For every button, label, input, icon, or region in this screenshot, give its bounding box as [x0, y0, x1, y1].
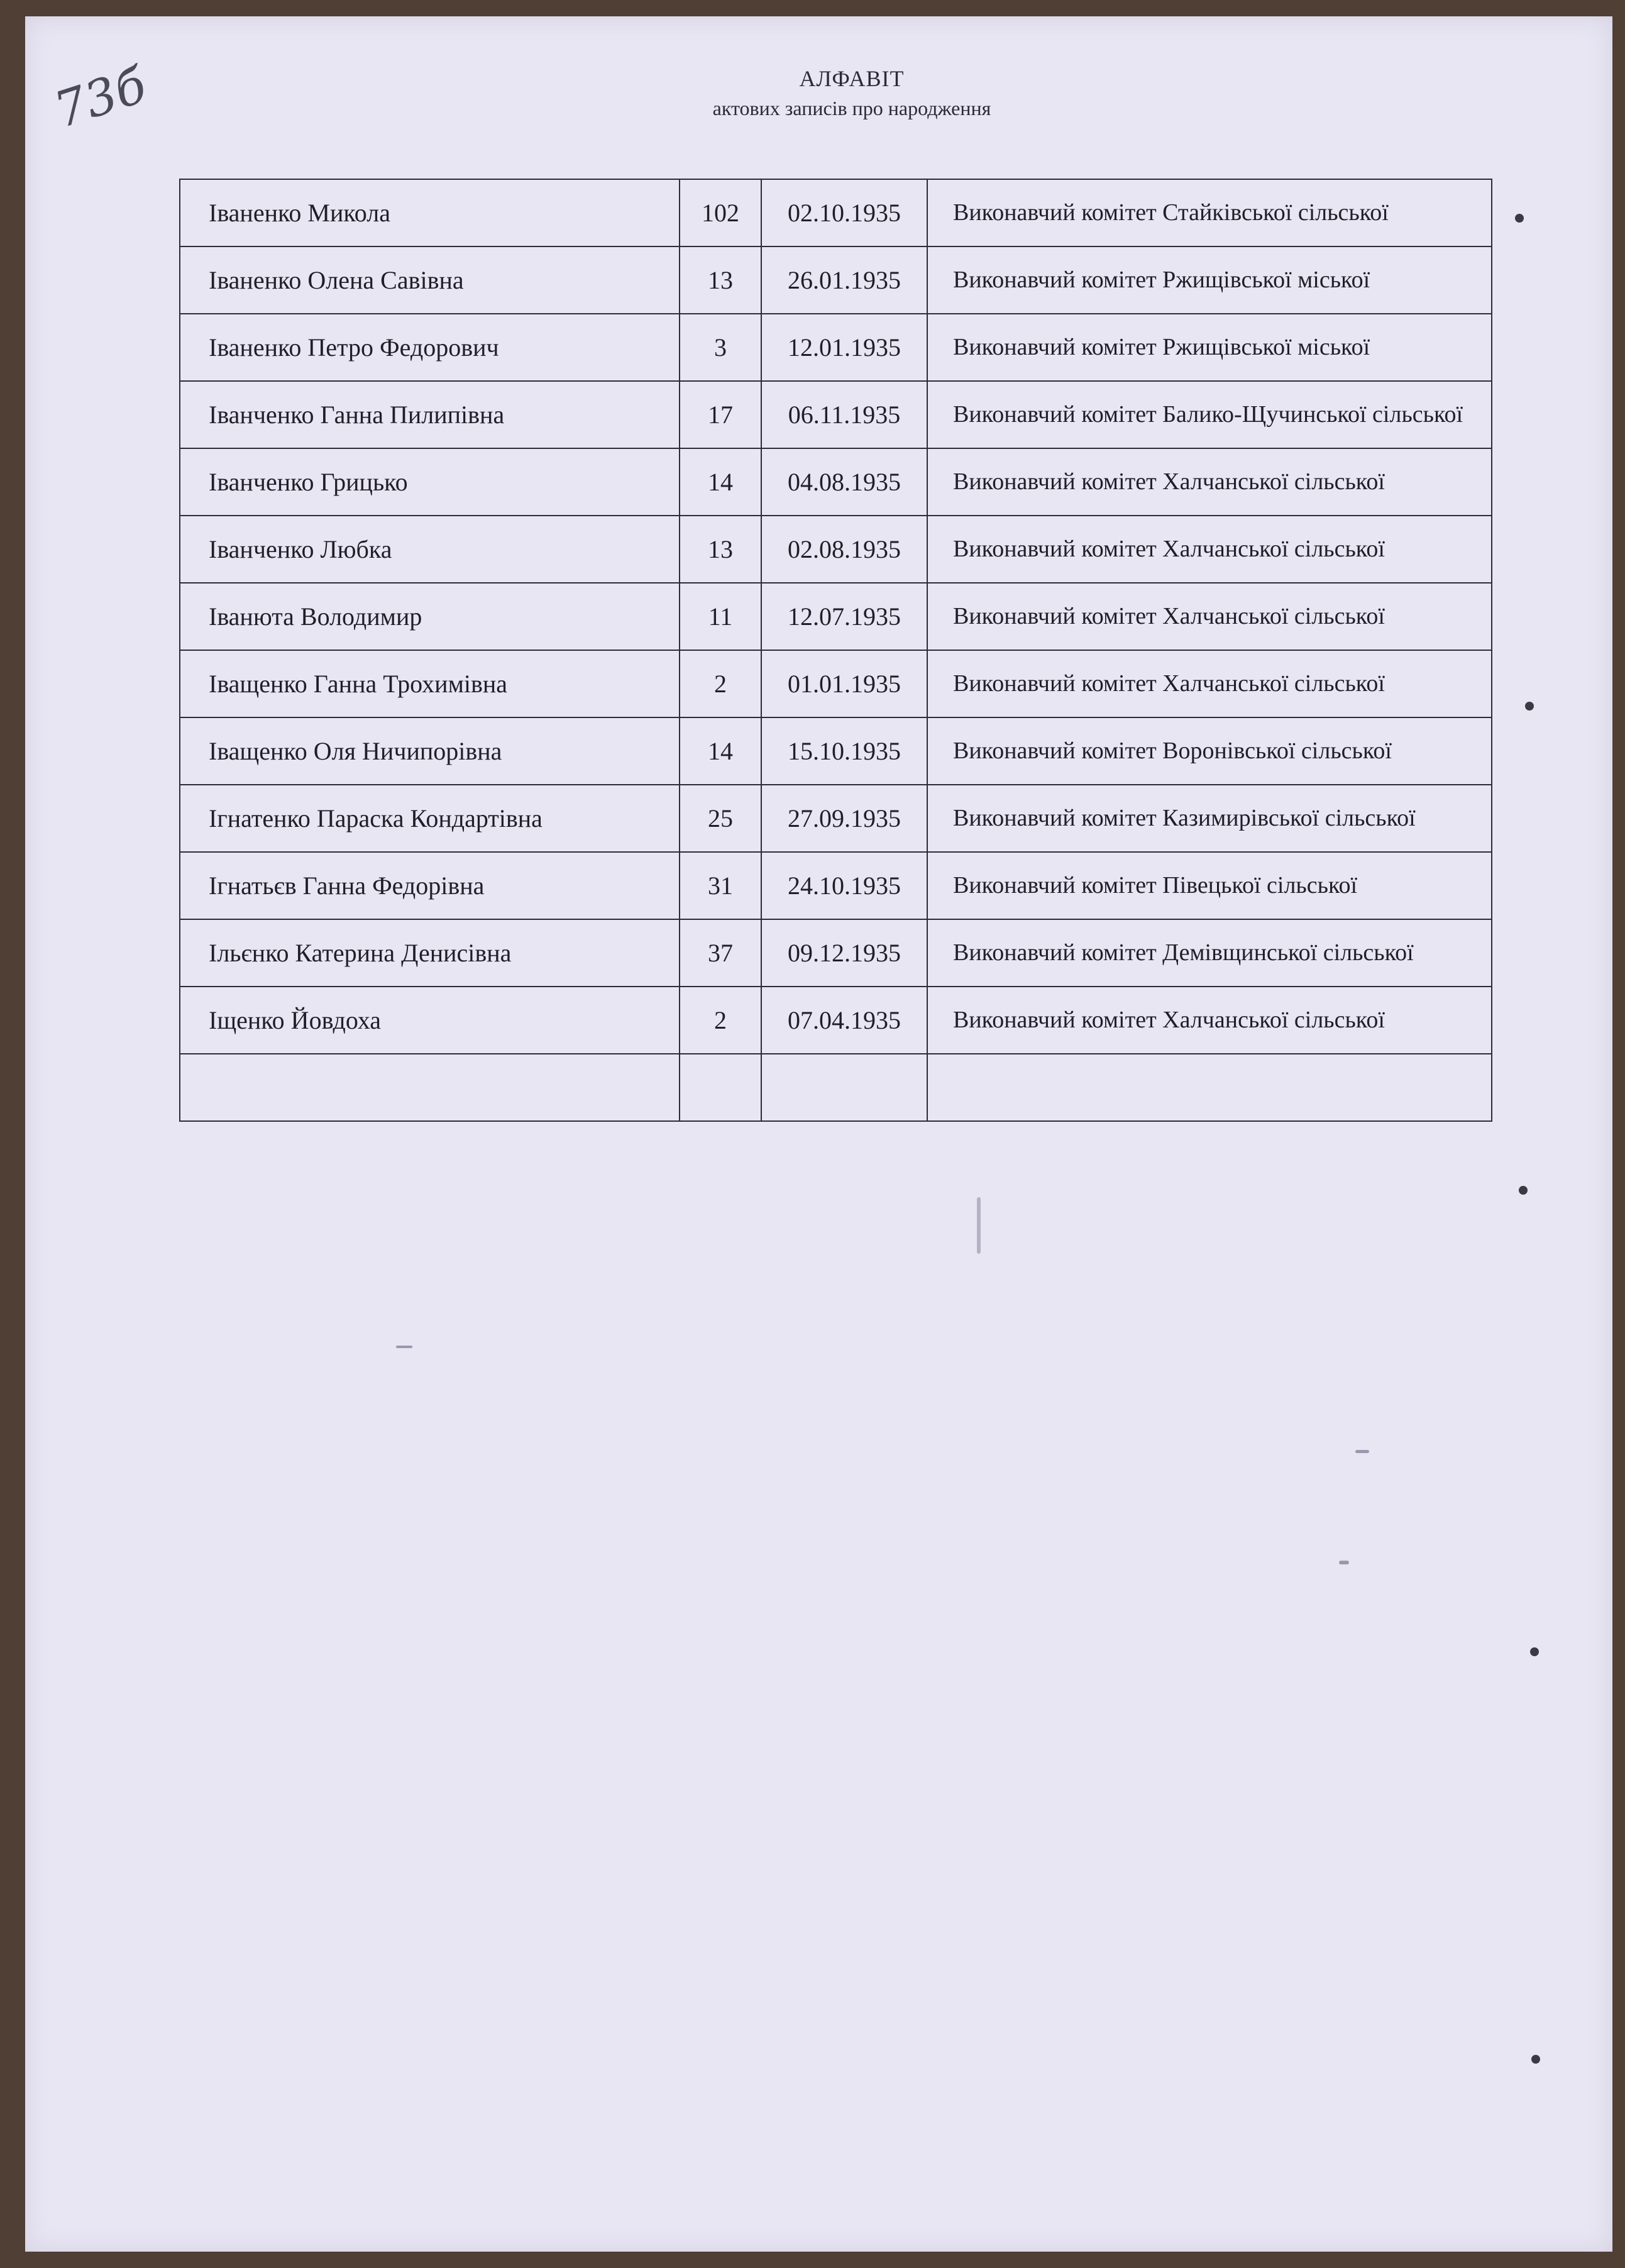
record-name-cell: Іщенко Йовдоха [180, 987, 680, 1054]
record-date-cell: 27.09.1935 [761, 785, 927, 852]
record-office-cell: Виконавчий комітет Казимирівської сільської [927, 785, 1492, 852]
record-date-cell: 26.01.1935 [761, 246, 927, 314]
record-date-cell: 01.01.1935 [761, 650, 927, 717]
record-name-cell: Іваненко Петро Федорович [180, 314, 680, 381]
record-date-cell [761, 1054, 927, 1121]
record-office-cell: Виконавчий комітет Халчанської сільської [927, 650, 1492, 717]
record-date-cell: 24.10.1935 [761, 852, 927, 919]
birth-records-table [179, 179, 1492, 1122]
record-office-cell: Виконавчий комітет Балико-Щучинської сільської [927, 381, 1492, 448]
record-number-cell: 13 [680, 516, 761, 583]
table-row [180, 650, 1492, 717]
table-row [180, 583, 1492, 650]
table-row [180, 314, 1492, 381]
paper-speck [396, 1346, 412, 1348]
record-date-cell: 07.04.1935 [761, 987, 927, 1054]
record-number-cell: 31 [680, 852, 761, 919]
table-row [180, 717, 1492, 785]
table-row [180, 179, 1492, 246]
record-number-cell: 13 [680, 246, 761, 314]
table-row [180, 919, 1492, 987]
record-number-cell: 3 [680, 314, 761, 381]
record-name-cell: Іващенко Ганна Трохимівна [180, 650, 680, 717]
table-row [180, 381, 1492, 448]
table-row [180, 987, 1492, 1054]
record-date-cell: 02.10.1935 [761, 179, 927, 246]
punch-hole [1519, 1186, 1528, 1195]
paper-speck [1355, 1450, 1369, 1453]
punch-hole [1525, 702, 1534, 711]
document-title: АЛФАВІТ [799, 66, 905, 91]
record-number-cell: 14 [680, 448, 761, 516]
record-office-cell: Виконавчий комітет Демівщинської сільської [927, 919, 1492, 987]
record-number-cell: 2 [680, 650, 761, 717]
record-number-cell: 25 [680, 785, 761, 852]
record-date-cell: 06.11.1935 [761, 381, 927, 448]
record-name-cell: Іванченко Ганна Пилипівна [180, 381, 680, 448]
record-date-cell: 12.01.1935 [761, 314, 927, 381]
record-name-cell [180, 1054, 680, 1121]
record-number-cell: 11 [680, 583, 761, 650]
record-number-cell: 2 [680, 987, 761, 1054]
record-office-cell: Виконавчий комітет Стайківської сільської [927, 179, 1492, 246]
record-number-cell [680, 1054, 761, 1121]
record-date-cell: 12.07.1935 [761, 583, 927, 650]
record-name-cell: Іваненко Микола [180, 179, 680, 246]
record-name-cell: Іваненко Олена Савівна [180, 246, 680, 314]
record-office-cell: Виконавчий комітет Ржищівської міської [927, 246, 1492, 314]
record-office-cell: Виконавчий комітет Воронівської сільської [927, 717, 1492, 785]
paper-speck [977, 1197, 981, 1254]
record-name-cell: Ігнатенко Параска Кондартівна [180, 785, 680, 852]
table-row [180, 246, 1492, 314]
record-office-cell: Виконавчий комітет Півецької сільської [927, 852, 1492, 919]
record-number-cell: 14 [680, 717, 761, 785]
record-number-cell: 102 [680, 179, 761, 246]
table-row [180, 448, 1492, 516]
record-date-cell: 15.10.1935 [761, 717, 927, 785]
paper-speck [1339, 1561, 1349, 1564]
record-date-cell: 09.12.1935 [761, 919, 927, 987]
record-date-cell: 04.08.1935 [761, 448, 927, 516]
table-row [180, 1054, 1492, 1121]
punch-hole [1515, 214, 1524, 223]
record-office-cell: Виконавчий комітет Ржищівської міської [927, 314, 1492, 381]
punch-hole [1531, 2055, 1540, 2064]
record-name-cell: Ігнатьєв Ганна Федорівна [180, 852, 680, 919]
document-page [25, 16, 1612, 2252]
record-name-cell: Ільєнко Катерина Денисівна [180, 919, 680, 987]
handwritten-page-number: 73б [48, 57, 153, 140]
record-office-cell: Виконавчий комітет Халчанської сільської [927, 583, 1492, 650]
table-row [180, 852, 1492, 919]
record-office-cell: Виконавчий комітет Халчанської сільської [927, 987, 1492, 1054]
record-name-cell: Іванченко Грицько [180, 448, 680, 516]
records-table-body [180, 179, 1492, 1121]
record-date-cell: 02.08.1935 [761, 516, 927, 583]
punch-hole [1530, 1647, 1539, 1656]
record-name-cell: Іванченко Любка [180, 516, 680, 583]
document-subtitle: актових записів про народження [712, 97, 991, 119]
table-row [180, 785, 1492, 852]
record-number-cell: 37 [680, 919, 761, 987]
table-row [180, 516, 1492, 583]
record-name-cell: Іванюта Володимир [180, 583, 680, 650]
record-office-cell [927, 1054, 1492, 1121]
record-office-cell: Виконавчий комітет Халчанської сільської [927, 448, 1492, 516]
record-office-cell: Виконавчий комітет Халчанської сільської [927, 516, 1492, 583]
record-number-cell: 17 [680, 381, 761, 448]
record-name-cell: Іващенко Оля Ничипорівна [180, 717, 680, 785]
